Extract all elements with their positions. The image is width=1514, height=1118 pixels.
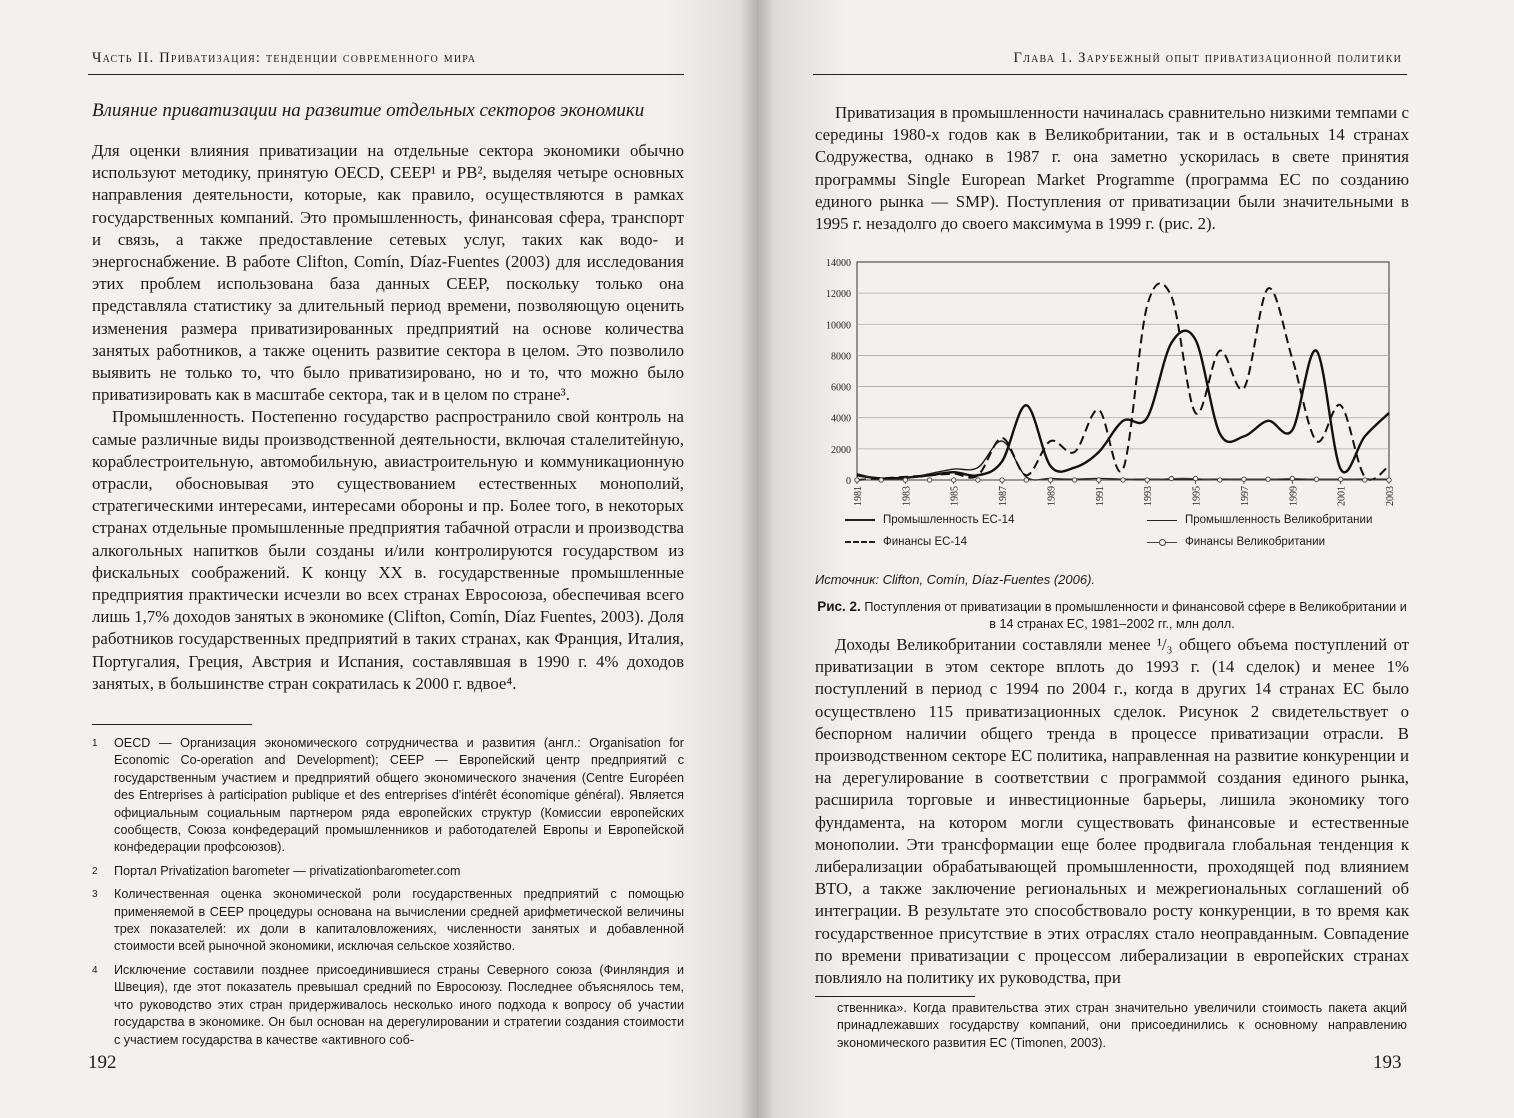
y-tick-label: 0 bbox=[846, 476, 851, 487]
data-point bbox=[1290, 476, 1294, 480]
data-point bbox=[1145, 478, 1149, 482]
footnote-text: Исключение составили позднее присоединившиеся страны Северного союза (Финляндия и Швеция), где этот показатель превышал средний по Евросоюзу. Последнее объяснялось тем, что руководство этих стран придерживалось несколько иного подхода к вопросу об участии государства в экономике. Он был основан на дерегулировании и стратегии создания стоимости с участием государства в качестве «активного соб- bbox=[114, 962, 684, 1047]
x-tick-label: 2003 bbox=[1385, 486, 1396, 506]
series-line-3 bbox=[857, 283, 1389, 480]
y-tick-label: 14000 bbox=[826, 258, 851, 269]
x-tick-label: 1981 bbox=[853, 486, 864, 506]
x-tick-label: 2001 bbox=[1336, 486, 1348, 506]
header-rule-left bbox=[88, 74, 684, 75]
footnote-number: 2 bbox=[92, 865, 98, 877]
footnote-number: 1 bbox=[92, 738, 98, 749]
y-tick-label: 4000 bbox=[831, 413, 851, 425]
legend-item-industry-eu14 bbox=[845, 514, 1014, 526]
footnote-continued: ственника». Когда правительства этих стран значительно увеличили стоимость пакета акций принадлежавших государству компаний, они присоединились к основному направлению экономического развития ЕС (Timonen, 2003). bbox=[837, 1001, 1407, 1050]
legend-item-finance-uk bbox=[1147, 536, 1325, 548]
x-tick-label: 1987 bbox=[998, 486, 1010, 506]
data-point bbox=[1072, 478, 1076, 482]
y-tick-label: 8000 bbox=[831, 351, 851, 363]
footnote-text: Портал Privatization barometer — privatizationbarometer.com bbox=[114, 863, 461, 878]
plot-frame bbox=[857, 262, 1389, 480]
x-tick-label: 1995 bbox=[1191, 486, 1203, 506]
caption-label: Рис. 2. bbox=[817, 599, 861, 614]
data-point bbox=[1218, 478, 1222, 482]
y-tick-label: 12000 bbox=[826, 289, 851, 301]
footnote-rule-left bbox=[92, 724, 252, 725]
x-tick-label: 1989 bbox=[1046, 486, 1058, 506]
right-page bbox=[757, 0, 1514, 1118]
paragraph-top: Приватизация в промышленности начиналась сравнительно низкими темпами с середины 1980-х годов как в Великобритании, так и в остальных 14 странах Содружества, однако в 1987 г. она заметно ускорилась в свете принятия программы Single European Market Programme (программа ЕС по созданию единого рынка — SMP). Поступления от приватизации были значительными в 1995 г. незадолго до своего максимума в 1999 г. (рис. 2). bbox=[815, 103, 1409, 234]
paragraph-2: Промышленность. Постепенно государство распространило свой контроль на самые различные виды производственной деятельности, включая сталелитейную, кораблестроительную, автомобильную, авиастроительную и коммуникационную отрасли, обосновывая это существованием естественных монополий, стратегическими интересами, интересами обороны и пр. Более того, в некоторых странах отдельные промышленные предприятия табачной отрасли и производства алкогольных напитков были созданы и/или контролируются государством из фискальных соображений. К концу XX в. государственные промышленные предприятия практически исчезли во всех странах Евросоюза, обеспечивая всего лишь 1,7% доходов занятых в экономике (Clifton, Comín, Díaz Fuentes, 2003). Доля работников государственных предприятий в таких странах, как Франция, Италия, Португалия, Греция, Австрия и Испания, составлявшая в 1990 г. 4% доходов занятых, в большинстве стран сократилась к 2000 г. вдвое⁴. bbox=[92, 407, 684, 693]
data-point bbox=[903, 478, 907, 482]
book-spine bbox=[740, 0, 774, 1118]
footnote-rule-right bbox=[815, 996, 975, 997]
figure-source: Источник: Clifton, Comín, Díaz-Fuentes (2006). bbox=[815, 572, 1096, 587]
legend-item-finance-eu14 bbox=[845, 536, 967, 548]
privatization-chart bbox=[811, 250, 1411, 570]
x-tick-label: 1997 bbox=[1239, 486, 1251, 506]
caption-text: Поступления от приватизации в промышленности и финансовой сфере в Великобритании и в 14 странах ЕС, 1981–2002 гг., млн долл. bbox=[864, 600, 1407, 631]
data-point bbox=[1024, 478, 1028, 482]
paragraph-1: Для оценки влияния приватизации на отдельные сектора экономики обычно используют методику, принятую OECD, CEEP¹ и PB², выделяя четыре основных направления деятельности, которые, как правило, осуществляются в рамках государственных компаний. Это промышленность, финансовая сфера, транспорт и связь, а также предоставление сетевых услуг, таких как водо- и энергоснабжение. В работе Clifton, Comín, Díaz-Fuentes (2003) для исследования этих проблем использована база данных CEEP, поскольку только она представляла статистику за длительный период времени, позволяющую оценить изменения размера приватизированных предприятий на основе количества занятых работников, а также оценить развитие сектора в целом. Это позволило выявить не только то, что было приватизировано, но и то, что можно было приватизировать как в масштабе сектора, так и в целом по стране³. bbox=[92, 141, 684, 405]
paragraph-main: Доходы Великобритании составляли менее ¹/₃ общего объема поступлений от приватизации в этом секторе вплоть до 1993 г. (14 сделок) и менее 1% поступлений в период с 1994 по 2004 г., когда в других 14 странах ЕС было осуществлено 115 приватизационных сделок. Рисунок 2 свидетельствует о беспорном наличии общего тренда в процессе приватизации отрасли. В производственном секторе ЕС политика, направленная на развитие конкуренции и на дерегулирование в соответствии с программой создания единого рынка, расширила торговые и инвестиционные барьеры, лишила экономику того фундамента, на котором могли существовать финансовые и естественные монополии. Эти трансформации еще более продвигала глобальная тенденция к либерализации обрабатывающей промышленности, проходящей под влиянием ВТО, а также заключение региональных и межрегиональных соглашений об интеграции. В результате это способствовало росту конкуренции, в то время как государственное присутствие в этих отраслях стало неоправданным. Совпадение по времени приватизации с процессом либерализации в европейских странах повлияло на политику их руководства, при bbox=[815, 635, 1409, 988]
figure-caption bbox=[815, 598, 1409, 633]
data-point bbox=[976, 478, 980, 482]
data-point bbox=[1314, 477, 1318, 481]
series-line-1 bbox=[857, 331, 1389, 479]
data-point bbox=[879, 478, 883, 482]
data-point bbox=[855, 478, 859, 482]
data-point bbox=[1266, 477, 1270, 481]
data-point bbox=[1338, 477, 1342, 481]
data-point bbox=[1169, 476, 1173, 480]
footnote-4 bbox=[92, 962, 684, 1049]
legend-label: Промышленность Великобритании bbox=[1185, 514, 1373, 526]
left-body bbox=[92, 140, 684, 695]
y-tick-label: 10000 bbox=[826, 320, 851, 332]
legend-swatch-solid bbox=[845, 519, 875, 521]
right-body-main bbox=[815, 634, 1409, 989]
legend-label: Финансы Великобритании bbox=[1185, 536, 1325, 548]
footnote-text: OECD — Организация экономического сотрудничества и развития (англ.: Organisation for Economic Co-operation and Development); CEEP — Европейский центр предприятий с государственным участием и предприятий общего экономического значения (Centre Européen des Entreprises à participation publique et des entreprises d'intérêt économique général). Является официальным социальным партнером ряда европейских структур (Комиссии европейских сообществ, Союза конфедераций промышленников и работодателей Европы и Европейской конфедерации профсоюзов). bbox=[114, 736, 684, 855]
data-point bbox=[1242, 477, 1246, 481]
legend-label: Финансы ЕС-14 bbox=[883, 536, 968, 548]
data-point bbox=[1048, 478, 1052, 482]
data-point bbox=[927, 478, 931, 482]
x-tick-label: 1991 bbox=[1094, 486, 1106, 506]
data-point bbox=[1000, 478, 1004, 482]
footnote-text: Количественная оценка экономической роли государственных предприятий с помощью применяемой в CEEP процедуры основана на вычислении средней арифметической величины трех показателей: их доли в капиталовложениях, численности занятых и добавленной стоимости всей рыночной экономики, исключая сельское хозяйство. bbox=[114, 887, 684, 954]
data-point bbox=[952, 478, 956, 482]
legend-label: Промышленность ЕС-14 bbox=[883, 514, 1015, 526]
footnote-number: 4 bbox=[92, 964, 98, 976]
running-head-right: Глава 1. Зарубежный опыт приватизационной политики bbox=[1013, 50, 1402, 66]
x-tick-label: 1983 bbox=[901, 486, 913, 506]
data-point bbox=[1097, 478, 1101, 482]
footnote-3 bbox=[92, 886, 684, 956]
page-number-left: 192 bbox=[88, 1052, 117, 1073]
right-body-top bbox=[815, 102, 1409, 235]
data-point bbox=[1121, 478, 1125, 482]
footnotes-left bbox=[92, 735, 684, 1055]
footnote-1 bbox=[92, 735, 684, 857]
header-rule-right bbox=[813, 74, 1407, 75]
data-point bbox=[1387, 478, 1391, 482]
x-tick-label: 1999 bbox=[1288, 486, 1300, 506]
legend-swatch-marker bbox=[1147, 542, 1177, 543]
data-point bbox=[1363, 478, 1367, 482]
y-tick-label: 6000 bbox=[831, 382, 851, 394]
footnote-2 bbox=[92, 863, 684, 880]
data-point bbox=[1193, 476, 1197, 480]
footnote-number: 3 bbox=[92, 889, 98, 901]
legend-swatch-thin bbox=[1147, 520, 1177, 521]
page-number-right: 193 bbox=[1373, 1052, 1402, 1073]
running-head-left: Часть II. Приватизация: тенденции современного мира bbox=[92, 50, 477, 66]
x-tick-label: 1993 bbox=[1143, 486, 1155, 506]
x-tick-label: 1985 bbox=[949, 486, 961, 506]
y-tick-label: 2000 bbox=[831, 444, 851, 456]
legend-swatch-dashed bbox=[845, 541, 875, 543]
legend-item-industry-uk bbox=[1147, 514, 1372, 526]
section-title: Влияние приватизации на развитие отдельных секторов экономики bbox=[92, 100, 645, 121]
footnotes-right bbox=[815, 1000, 1407, 1052]
